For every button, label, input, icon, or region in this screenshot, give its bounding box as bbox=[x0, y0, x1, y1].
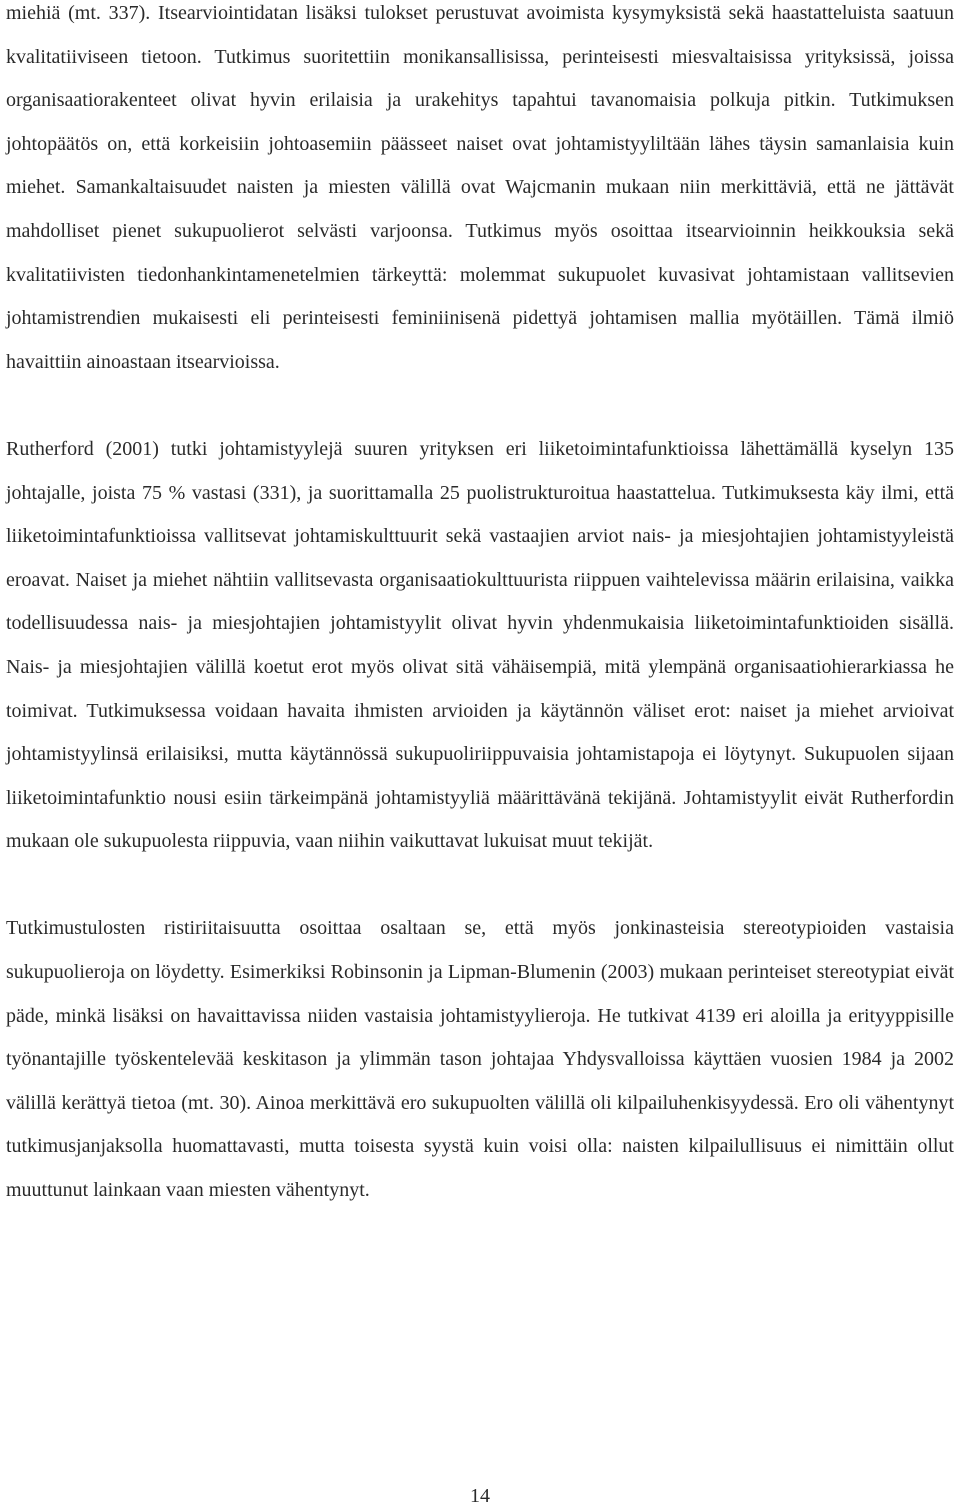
body-paragraph: Tutkimustulosten ristiriitaisuutta osoittaa osaltaan se, että myös jonkinasteisia stereotypioiden vastaisia sukupuolieroja on löydetty. Esimerkiksi Robinsonin ja Lipman-Blumenin (2003) mukaan perinteiset stereotypiat eivät päde, minkä lisäksi on havaittavissa niiden vastaisia johtamistyylieroja. He tutkivat 4139 eri aloilla ja erityyppisille työnantajille työskentelevää keskitason ja ylimmän tason johtajaa Yhdysvalloissa käyttäen vuosien 1984 ja 2002 välillä kerättyä tietoa (mt. 30). Ainoa merkittävä ero sukupuolten välillä oli kilpailuhenkisyydessä. Ero oli vähentynyt tutkimusjanjaksolla huomattavasti, mutta toisesta syystä kuin voisi olla: naisten kilpailullisuus ei nimittäin ollut muuttunut lainkaan vaan miesten vähentynyt. bbox=[6, 917, 954, 1202]
document-page bbox=[6, 0, 954, 1213]
body-paragraph: miehiä (mt. 337). Itsearviointidatan lisäksi tulokset perustuvat avoimista kysymyksistä sekä haastatteluista saatuun kvalitatiiviseen tietoon. Tutkimus suoritettiin monikansallisissa, perinteisesti miesvaltaisissa yrityksissä, joissa organisaatiorakenteet olivat hyvin erilaisia ja urakehitys tapahtui tavanomaisia polkuja pitkin. Tutkimuksen johtopäätös on, että korkeisiin johtoasemiin päässeet naiset ovat johtamistyyliltään lähes täysin samanlaisia kuin miehet. Samankaltaisuudet naisten ja miesten välillä ovat Wajcmanin mukaan niin merkittäviä, että ne jättävät mahdolliset pienet sukupuolierot selvästi varjoonsa. Tutkimus myös osoittaa itsearvioinnin heikkouksia sekä kvalitatiivisten tiedonhankintamenetelmien tärkeyttä: molemmat sukupuolet kuvasivat johtamistaan vallitsevien johtamistrendien mukaisesti eli perinteisesti feminiinisenä pidettyä johtamisen mallia myötäillen. Tämä ilmiö havaittiin ainoastaan itsearvioissa. bbox=[6, 2, 954, 373]
body-paragraph: Rutherford (2001) tutki johtamistyylejä suuren yrityksen eri liiketoimintafunktioissa lähettämällä kyselyn 135 johtajalle, joista 75 % vastasi (331), ja suorittamalla 25 puolistrukturoitua haastattelua. Tutkimuksesta käy ilmi, että liiketoimintafunktioissa vallitsevat johtamiskulttuurit sekä vastaajien arviot nais- ja miesjohtajien johtamistyyleistä eroavat. Naiset ja miehet nähtiin vallitsevasta organisaatiokulttuurista riippuen vaihtelevissa määrin erilaisina, vaikka todellisuudessa nais- ja miesjohtajien johtamistyylit olivat hyvin yhdenmukaisia liiketoimintafunktioiden sisällä. Nais- ja miesjohtajien välillä koetut erot myös olivat sitä vähäisempiä, mitä ylempänä organisaatiohierarkiassa he toimivat. Tutkimuksessa voidaan havaita ihmisten arvioiden ja käytännön väliset erot: naiset ja miehet arvioivat johtamistyylinsä erilaisiksi, mutta käytännössä sukupuoliriippuvaisia johtamistapoja ei löytynyt. Sukupuolen sijaan liiketoimintafunktio nousi esiin tärkeimpänä johtamistyyliä määrittävänä tekijänä. Johtamistyylit eivät Rutherfordin mukaan ole sukupuolesta riippuvia, vaan niihin vaikuttavat lukuisat muut tekijät. bbox=[6, 437, 954, 853]
page-number: 14 bbox=[470, 1485, 490, 1507]
